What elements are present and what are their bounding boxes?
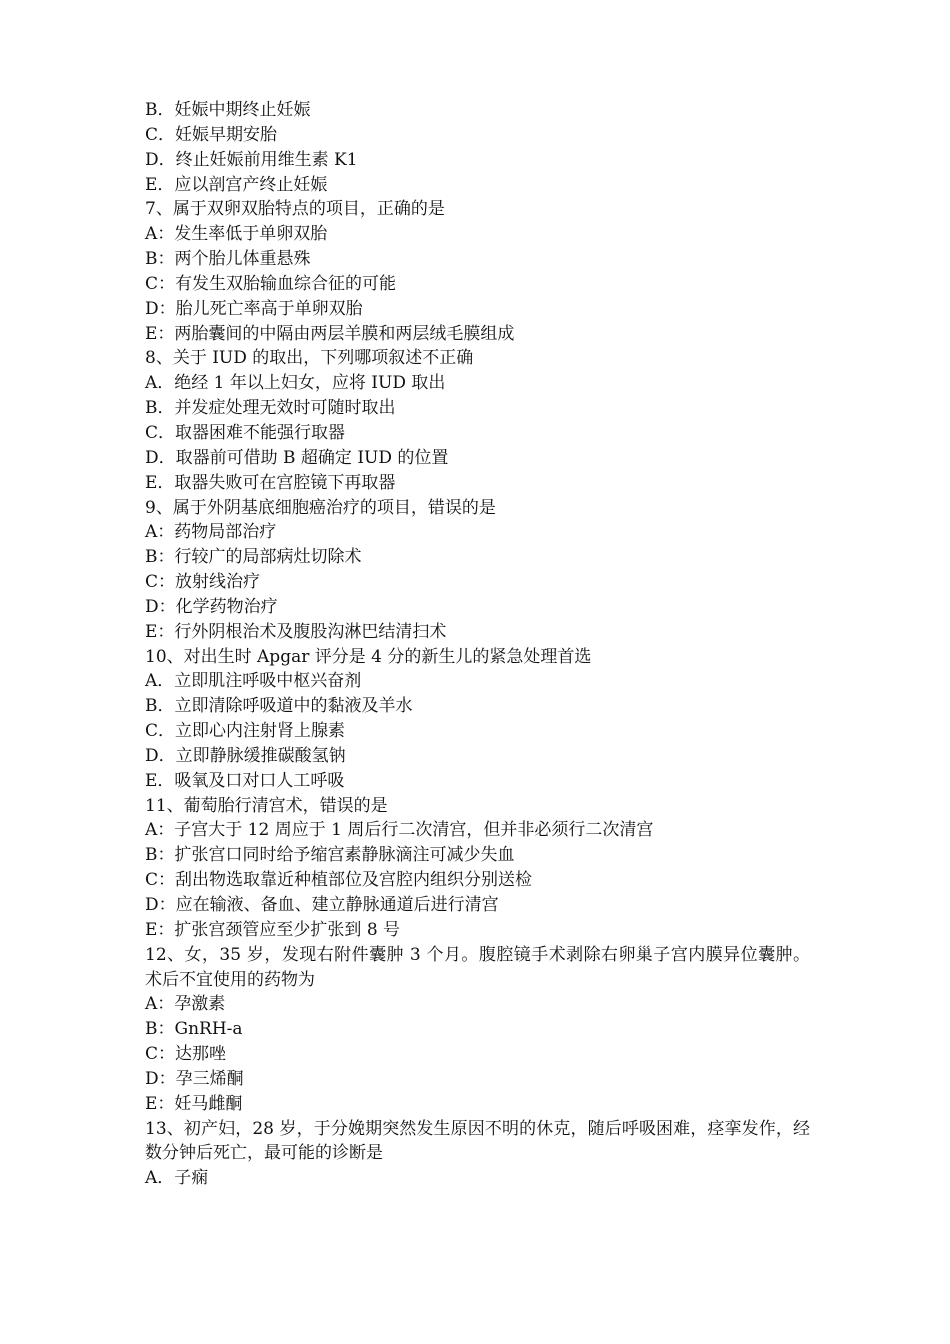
- option-line: B：扩张宫口同时给予缩宫素静脉滴注可减少失血: [145, 845, 515, 866]
- option-line: E：两胎囊间的中隔由两层羊膜和两层绒毛膜组成: [145, 323, 515, 344]
- option-line: A．立即肌注呼吸中枢兴奋剂: [145, 671, 362, 692]
- option-line: D：化学药物治疗: [145, 596, 278, 617]
- option-line: B．立即清除呼吸道中的黏液及羊水: [145, 696, 413, 717]
- question-13: 13、初产妇，28 岁，于分娩期突然发生原因不明的休克，随后呼吸困难，痉挛发作，经数分钟后死亡，最可能的诊断是: [145, 1118, 810, 1164]
- option-line: A：孕激素: [145, 994, 226, 1015]
- question-7: 7、属于双卵双胎特点的项目，正确的是: [145, 199, 445, 220]
- document-body: [145, 98, 810, 1191]
- option-line: E：行外阴根治术及腹股沟淋巴结清扫术: [145, 621, 447, 642]
- option-line: A：发生率低于单卵双胎: [145, 224, 328, 245]
- question-10: 10、对出生时 Apgar 评分是 4 分的新生儿的紧急处理首选: [145, 646, 592, 667]
- option-line: D：胎儿死亡率高于单卵双胎: [145, 298, 363, 319]
- option-line: C：有发生双胎输血综合征的可能: [145, 273, 397, 294]
- option-line: A：药物局部治疗: [145, 522, 277, 543]
- option-line: B．妊娠中期终止妊娠: [145, 100, 311, 120]
- question-12: 12、女，35 岁，发现右附件囊肿 3 个月。腹腔镜手术剥除右卵巢子宫内膜异位囊肿。术后不宜使用的药物为: [145, 944, 810, 990]
- option-line: D．终止妊娠前用维生素 K1: [145, 149, 358, 170]
- option-line: D：孕三烯酮: [145, 1068, 244, 1089]
- question-11: 11、葡萄胎行清宫术，错误的是: [145, 795, 388, 816]
- option-line: E．吸氧及口对口人工呼吸: [145, 770, 345, 791]
- option-line: C：达那唑: [145, 1044, 227, 1065]
- option-line: A．子痫: [145, 1168, 209, 1189]
- option-line: C．立即心内注射肾上腺素: [145, 721, 346, 742]
- question-8: 8、关于 IUD 的取出，下列哪项叙述不正确: [145, 348, 474, 369]
- option-line: E．应以剖宫产终止妊娠: [145, 174, 328, 195]
- option-line: D：应在输液、备血、建立静脉通道后进行清宫: [145, 895, 499, 915]
- option-line: C：刮出物选取靠近种植部位及宫腔内组织分别送检: [145, 870, 533, 891]
- option-line: C：放射线治疗: [145, 572, 261, 593]
- option-line: B：行较广的局部病灶切除术: [145, 547, 362, 568]
- option-line: D．取器前可借助 B 超确定 IUD 的位置: [145, 447, 449, 468]
- option-line: E：妊马雌酮: [145, 1093, 243, 1114]
- option-line: E：扩张宫颈管应至少扩张到 8 号: [145, 919, 401, 940]
- option-line: B．并发症处理无效时可随时取出: [145, 398, 396, 419]
- option-line: A：子宫大于 12 周应于 1 周后行二次清宫，但并非必须行二次清宫: [145, 820, 654, 841]
- option-line: B：GnRH-a: [145, 1019, 243, 1040]
- option-line: C．取器困难不能强行取器: [145, 422, 346, 443]
- option-line: C．妊娠早期安胎: [145, 124, 278, 145]
- option-line: A．绝经 1 年以上妇女，应将 IUD 取出: [145, 373, 446, 394]
- question-9: 9、属于外阴基底细胞癌治疗的项目，错误的是: [145, 497, 496, 518]
- option-line: D．立即静脉缓推碳酸氢钠: [145, 745, 346, 766]
- option-line: E．取器失败可在宫腔镜下再取器: [145, 472, 396, 493]
- option-line: B：两个胎儿体重悬殊: [145, 249, 311, 270]
